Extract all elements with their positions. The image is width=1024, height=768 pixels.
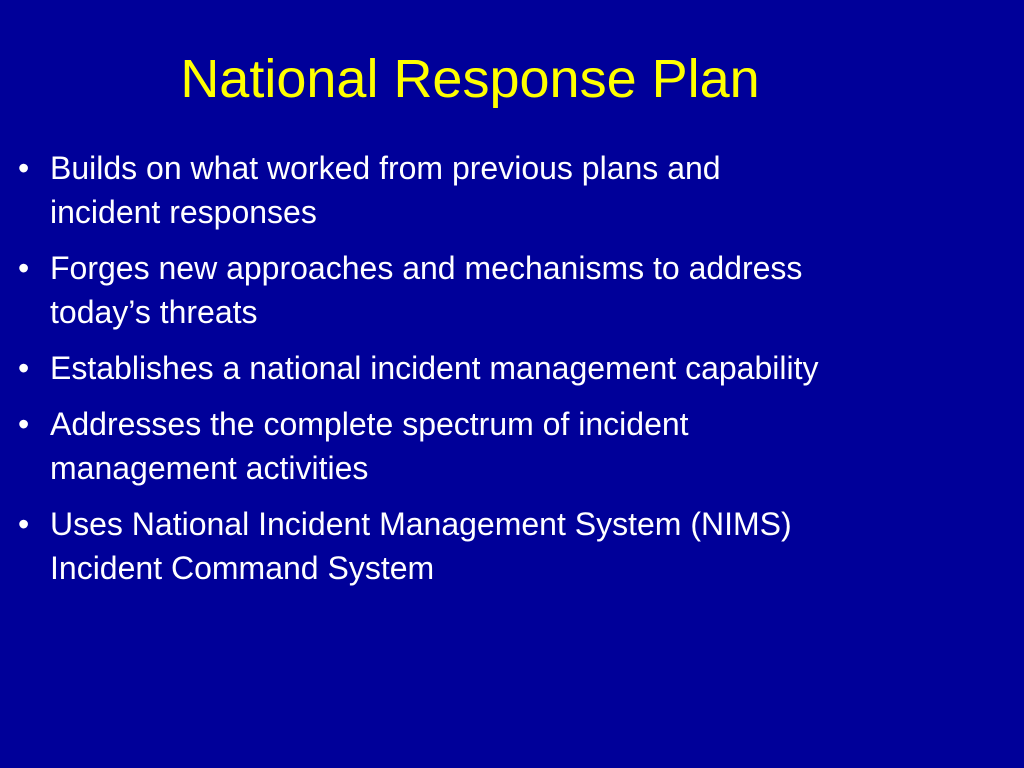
bullet-line: Uses National Incident Management System (NIMS) (50, 506, 792, 542)
slide-title: National Response Plan (180, 49, 760, 109)
bullet-icon: • (18, 150, 30, 186)
bullet-line: Addresses the complete spectrum of incident (50, 406, 689, 442)
bullet-line: management activities (50, 450, 369, 486)
bullet-list (16, 146, 1016, 602)
bullet-item (16, 246, 1016, 334)
bullet-line: incident responses (50, 194, 317, 230)
bullet-item (16, 346, 1016, 390)
bullet-line: Establishes a national incident management capability (50, 350, 819, 386)
bullet-icon: • (18, 250, 30, 286)
bullet-line: Builds on what worked from previous plans and (50, 150, 721, 186)
bullet-line: Incident Command System (50, 550, 435, 586)
bullet-line: today’s threats (50, 294, 258, 330)
bullet-icon: • (18, 506, 30, 542)
bullet-item (16, 402, 1016, 490)
bullet-item (16, 146, 1016, 234)
bullet-item (16, 502, 1016, 590)
bullet-icon: • (18, 406, 30, 442)
bullet-line: Forges new approaches and mechanisms to address (50, 250, 803, 286)
bullet-icon: • (18, 350, 30, 386)
